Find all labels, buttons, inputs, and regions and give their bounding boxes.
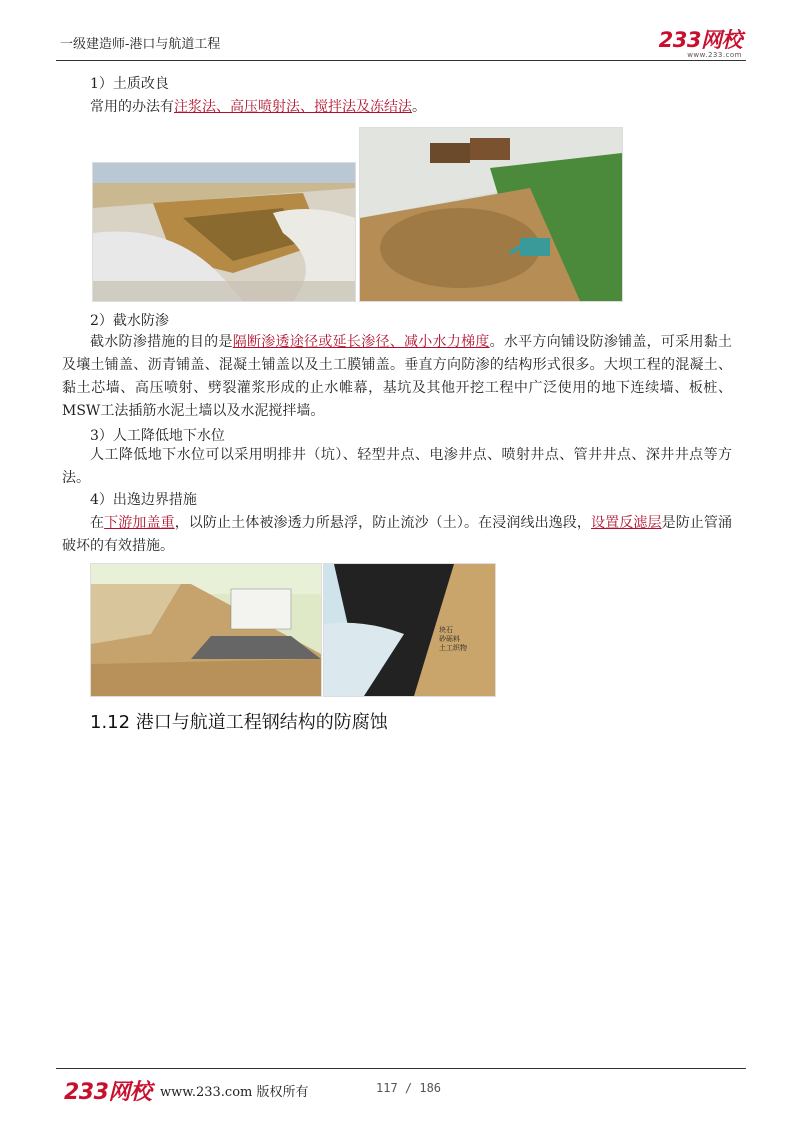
header-title: 一级建造师-港口与航道工程 — [60, 37, 221, 52]
filter-layer-labels: 块石 砂砾料 土工织物 — [439, 626, 467, 652]
page-header — [56, 24, 746, 61]
page-number: 117 / 186 — [376, 1081, 442, 1095]
soil-improvement-text: 常用的办法有注浆法、高压喷射法、搅拌法及冻结法。 — [90, 99, 426, 115]
page-footer — [56, 1068, 746, 1109]
heading-soil-improvement: 1）土质改良 — [90, 76, 169, 92]
section-title: 1.12 港口与航道工程钢结构的防腐蚀 — [90, 712, 388, 733]
diagram-downstream-weight — [90, 563, 322, 697]
heading-exit-boundary: 4）出逸边界措施 — [90, 492, 197, 508]
highlight-methods: 注浆法、高压喷射法、搅拌法及冻结法 — [174, 99, 412, 115]
header-logo-url: www.233.com — [687, 51, 742, 59]
footer-logo[interactable]: 233网校 — [64, 1080, 152, 1105]
cutoff-paragraph: 截水防渗措施的目的是隔断渗透途径或延长渗径、减小水力梯度。水平方向铺设防渗铺盖，可采用黏土及壤土铺盖、沥青铺盖、混凝土铺盖以及土工膜铺盖。垂直方向防渗的结构形式很多。大坝工程的混凝土、黏土芯墙、高压喷射、劈裂灌浆形成的止水帷幕，基坑及其他开挖工程中广泛使用的地下连续墙、板桩、MSW工法插筋水泥土墙以及水泥搅拌墙。 — [62, 334, 733, 419]
exit-boundary-paragraph: 在下游加盖重，以防止土体被渗透力所悬浮，防止流沙（土）。在浸润线出逸段，设置反滤层是防止管涌破坏的有效措施。 — [62, 515, 733, 554]
heading-dewatering: 3）人工降低地下水位 — [90, 428, 225, 444]
header-logo[interactable] — [659, 24, 742, 59]
header-logo-text: 233网校 — [658, 28, 742, 52]
dewatering-paragraph: 人工降低地下水位可以采用明排井（坑）、轻型井点、电渗井点、喷射井点、管井井点、深井井点等方法。 — [62, 447, 732, 486]
photo-slope-failure — [92, 162, 356, 302]
highlight-purpose: 隔断渗透途径或延长渗径、减小水力梯度 — [232, 334, 490, 350]
highlight-filter: 设置反滤层 — [591, 515, 662, 531]
diagram-filter-layer — [323, 563, 496, 697]
highlight-downstream: 下游加盖重 — [104, 515, 175, 531]
heading-cutoff: 2）截水防渗 — [90, 313, 169, 329]
footer-site: www.233.com 版权所有 — [160, 1085, 309, 1100]
photo-dredger-excavator — [359, 127, 623, 302]
